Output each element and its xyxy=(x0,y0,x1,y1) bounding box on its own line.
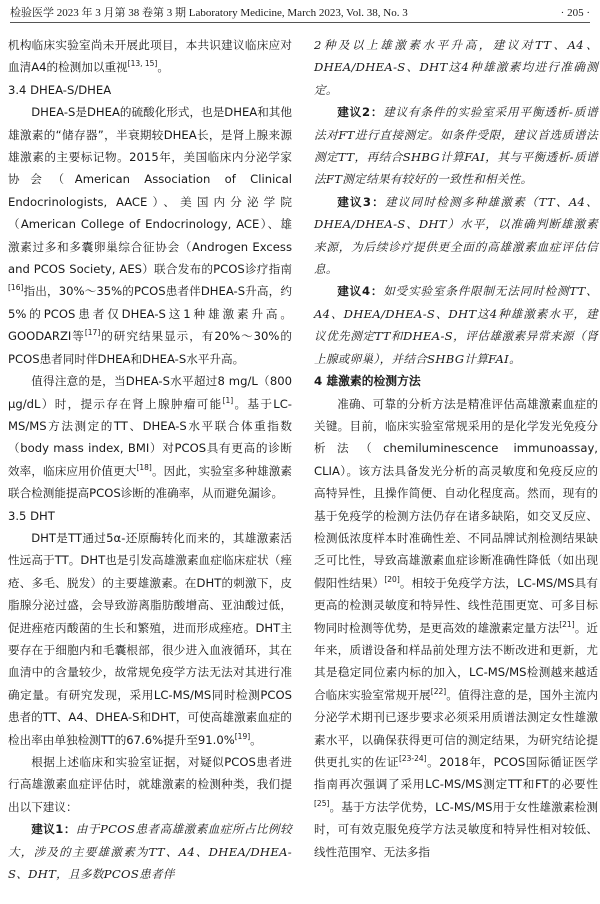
text: 。因此，实验室多种雄激素联合检测能提高PCOS诊断的准确率，从而避免漏诊。 xyxy=(8,463,292,501)
text: 。相较于免疫学方法，LC-MS/MS具有更高的检测灵敏度和特异性、线性范围更宽、可多目标物同时检测等优势，是更高效的雄激素定量方法 xyxy=(314,575,598,635)
text: 值得注意的是，当DHEA-S水平超过8 mg/L（800 μg/dL）时，提示存在肾上腺肿瘤可能 xyxy=(8,374,292,411)
text: 准确、可靠的分析方法是精准评估高雄激素血症的关键。目前，临床实验室常规采用的是化学发光免疫分析法（chemiluminescence immunoassay, CLIA）。该方法具备发光分析的高灵敏度和免疫反应的高特异性，且操作简便、自动化程度高。然而，现有的基于免疫学的检测方法仍存在诸多缺陷，如交叉反应、检测低浓度样本时准确性差、不同品牌试剂检测结果缺乏可比性，导致高雄激素血症诊断准确性降低（如出现假阳性结果） xyxy=(314,396,598,590)
text: 。2018年，PCOS国际循证医学指南再次强调了采用LC-MS/MS测定TT和FT的必要性 xyxy=(314,755,598,792)
left-column xyxy=(8,34,292,885)
recommendation-label: 建议1： xyxy=(31,822,76,837)
section-heading-4: 4 雄激素的检测方法 xyxy=(314,374,421,389)
text: 由于PCOS患者高雄激素血症所占比例较大，涉及的主要雄激素为TT、A4、DHEA/DHEA-S、DHT，且多数PCOS患者伴 xyxy=(8,822,292,882)
running-header xyxy=(10,4,590,23)
citation: [17] xyxy=(84,328,101,338)
paragraph-recommendation-intro: 根据上述临床和实验室证据，对疑似PCOS患者进行高雄激素血症评估时，就雄激素的检测种类，我们提出以下建议： xyxy=(8,755,292,814)
citation: [22] xyxy=(430,686,447,696)
right-column xyxy=(314,34,598,863)
citation: [25] xyxy=(314,798,330,808)
citation: [20] xyxy=(384,574,400,584)
text: 指出，30%～35%的PCOS患者伴DHEA-S升高，约5%的PCOS患者仅DHEA-S这1种雄激素升高。GOODARZI等 xyxy=(8,284,292,344)
text: 建议有条件的实验室采用平衡透析-质谱法对FT进行直接测定。如条件受限，建议首选质谱法测定TT，再结合SHBG计算FAI，其与平衡透析-质谱法FT测定结果有较好的一致性和相关性。 xyxy=(314,105,598,187)
paragraph-dhea-s xyxy=(8,101,292,370)
paragraph-a4-continuation xyxy=(8,34,292,79)
paragraph-dht xyxy=(8,527,292,751)
citation: [16] xyxy=(8,283,24,293)
recommendation-2 xyxy=(314,101,598,191)
citation: [1] xyxy=(222,395,234,405)
recommendation-1 xyxy=(8,818,292,885)
text: DHT是TT通过5α-还原酶转化而来的，其雄激素活性远高于TT。DHT也是引发高雄激素血症临床症状（痤疮、多毛、脱发）的主要雄激素。在DHT的刺激下，皮脂腺分泌过盛，会导致游离脂肪酸增高、亚油酸过低，促进痤疮丙酸菌的生长和繁殖，进而形成痤疮。DHT主要存在于细胞内和毛囊根部，很少进入血液循环，其在血清中的含量较少，故常规免疫学方法无法对其进行准确定量。有研究发现，采用LC-MS/MS同时检测PCOS患者的TT、A4、DHEA-S和DHT，可使高雄激素血症的检出率由单独检测TT的67.6%提升至91.0% xyxy=(8,530,292,747)
recommendation-label: 建议2： xyxy=(337,105,384,120)
text: 的研究结果显示，有20%～30%的PCOS患者同时伴DHEA和DHEA-S水平升高。 xyxy=(8,329,292,366)
journal-citation: 检验医学 2023 年 3 月第 38 卷第 3 期 Laboratory Medicine, March 2023, Vol. 38, No. 3 xyxy=(10,7,408,19)
paragraph-detection-methods xyxy=(314,393,598,864)
paragraph-dhea-s-note xyxy=(8,370,292,504)
section-heading-3-4: 3.4 DHEA-S/DHEA xyxy=(8,82,112,97)
text: 。基于LC-MS/MS方法测定的TT、DHEA-S水平联合体重指数（body mass index, BMI）对PCOS具有更高的诊断效率，临床应用价值更大 xyxy=(8,396,292,478)
text: 。近年来，质谱设备和样品前处理方法不断改进和更新，尤其是稳定同位素内标的加入，LC-MS/MS检测越来越适合临床实验室常规开展 xyxy=(314,620,598,702)
text: 。值得注意的是，国外主流内分泌学术期刊已逐步要求必须采用质谱法测定女性雄激素水平，以确保获得更可信的测定结果，为研究结论提供更扎实的佐证 xyxy=(314,687,598,769)
recommendation-label: 建议3： xyxy=(337,194,385,209)
recommendation-3 xyxy=(314,191,598,281)
citation: [19] xyxy=(234,731,251,741)
text: 。基于方法学优势，LC-MS/MS用于女性雄激素检测时，可有效克服免疫学方法灵敏度和特异性相对较低、线性范围窄、无法多指 xyxy=(314,799,598,859)
citation: [13, 15] xyxy=(127,59,158,69)
page-number: · 205 · xyxy=(560,7,590,19)
text: 机构临床实验室尚未开展此项目，本共识建议临床应对血清A4的检测加以重视 xyxy=(8,38,292,75)
citation: [18] xyxy=(136,462,152,472)
text: 建议同时检测多种雄激素（TT、A4、DHEA/DHEA-S、DHT）水平，以准确判断雄激素来源，为后续诊疗提供更全面的高雄激素血症评估信息。 xyxy=(314,194,598,277)
text: 。 xyxy=(157,60,169,75)
recommendation-label: 建议4： xyxy=(337,284,384,299)
citation: [21] xyxy=(559,619,575,629)
text: 。 xyxy=(250,732,262,747)
text: 如受实验室条件限制无法同时检测TT、A4、DHEA/DHEA-S、DHT这4种雄激素水平，建议优先测定TT和DHEA-S，评估雄激素异常来源（肾上腺或卵巢），并结合SHBG计算FAI。 xyxy=(314,284,598,366)
recommendation-1-continued: 2种及以上雄激素水平升高，建议对TT、A4、DHEA/DHEA-S、DHT这4种雄激素均进行准确测定。 xyxy=(314,38,598,97)
section-heading-3-5: 3.5 DHT xyxy=(8,508,55,523)
citation: [23-24] xyxy=(398,754,427,764)
text: DHEA-S是DHEA的硫酸化形式，也是DHEA和其他雄激素的“储存器”，半衰期较DHEA长，是肾上腺来源雄激素的主要标记物。2015年，美国临床内分泌学家协会（American Association of Clinical Endocrinologists, AACE）、美国内分泌学院（American College of Endocrinology, ACE）、雄激素过多和多囊卵巢综合征协会（Androgen Excess and PCOS Society, AES）联合发布的PCOS诊疗指南 xyxy=(8,105,292,277)
recommendation-4 xyxy=(314,280,598,370)
